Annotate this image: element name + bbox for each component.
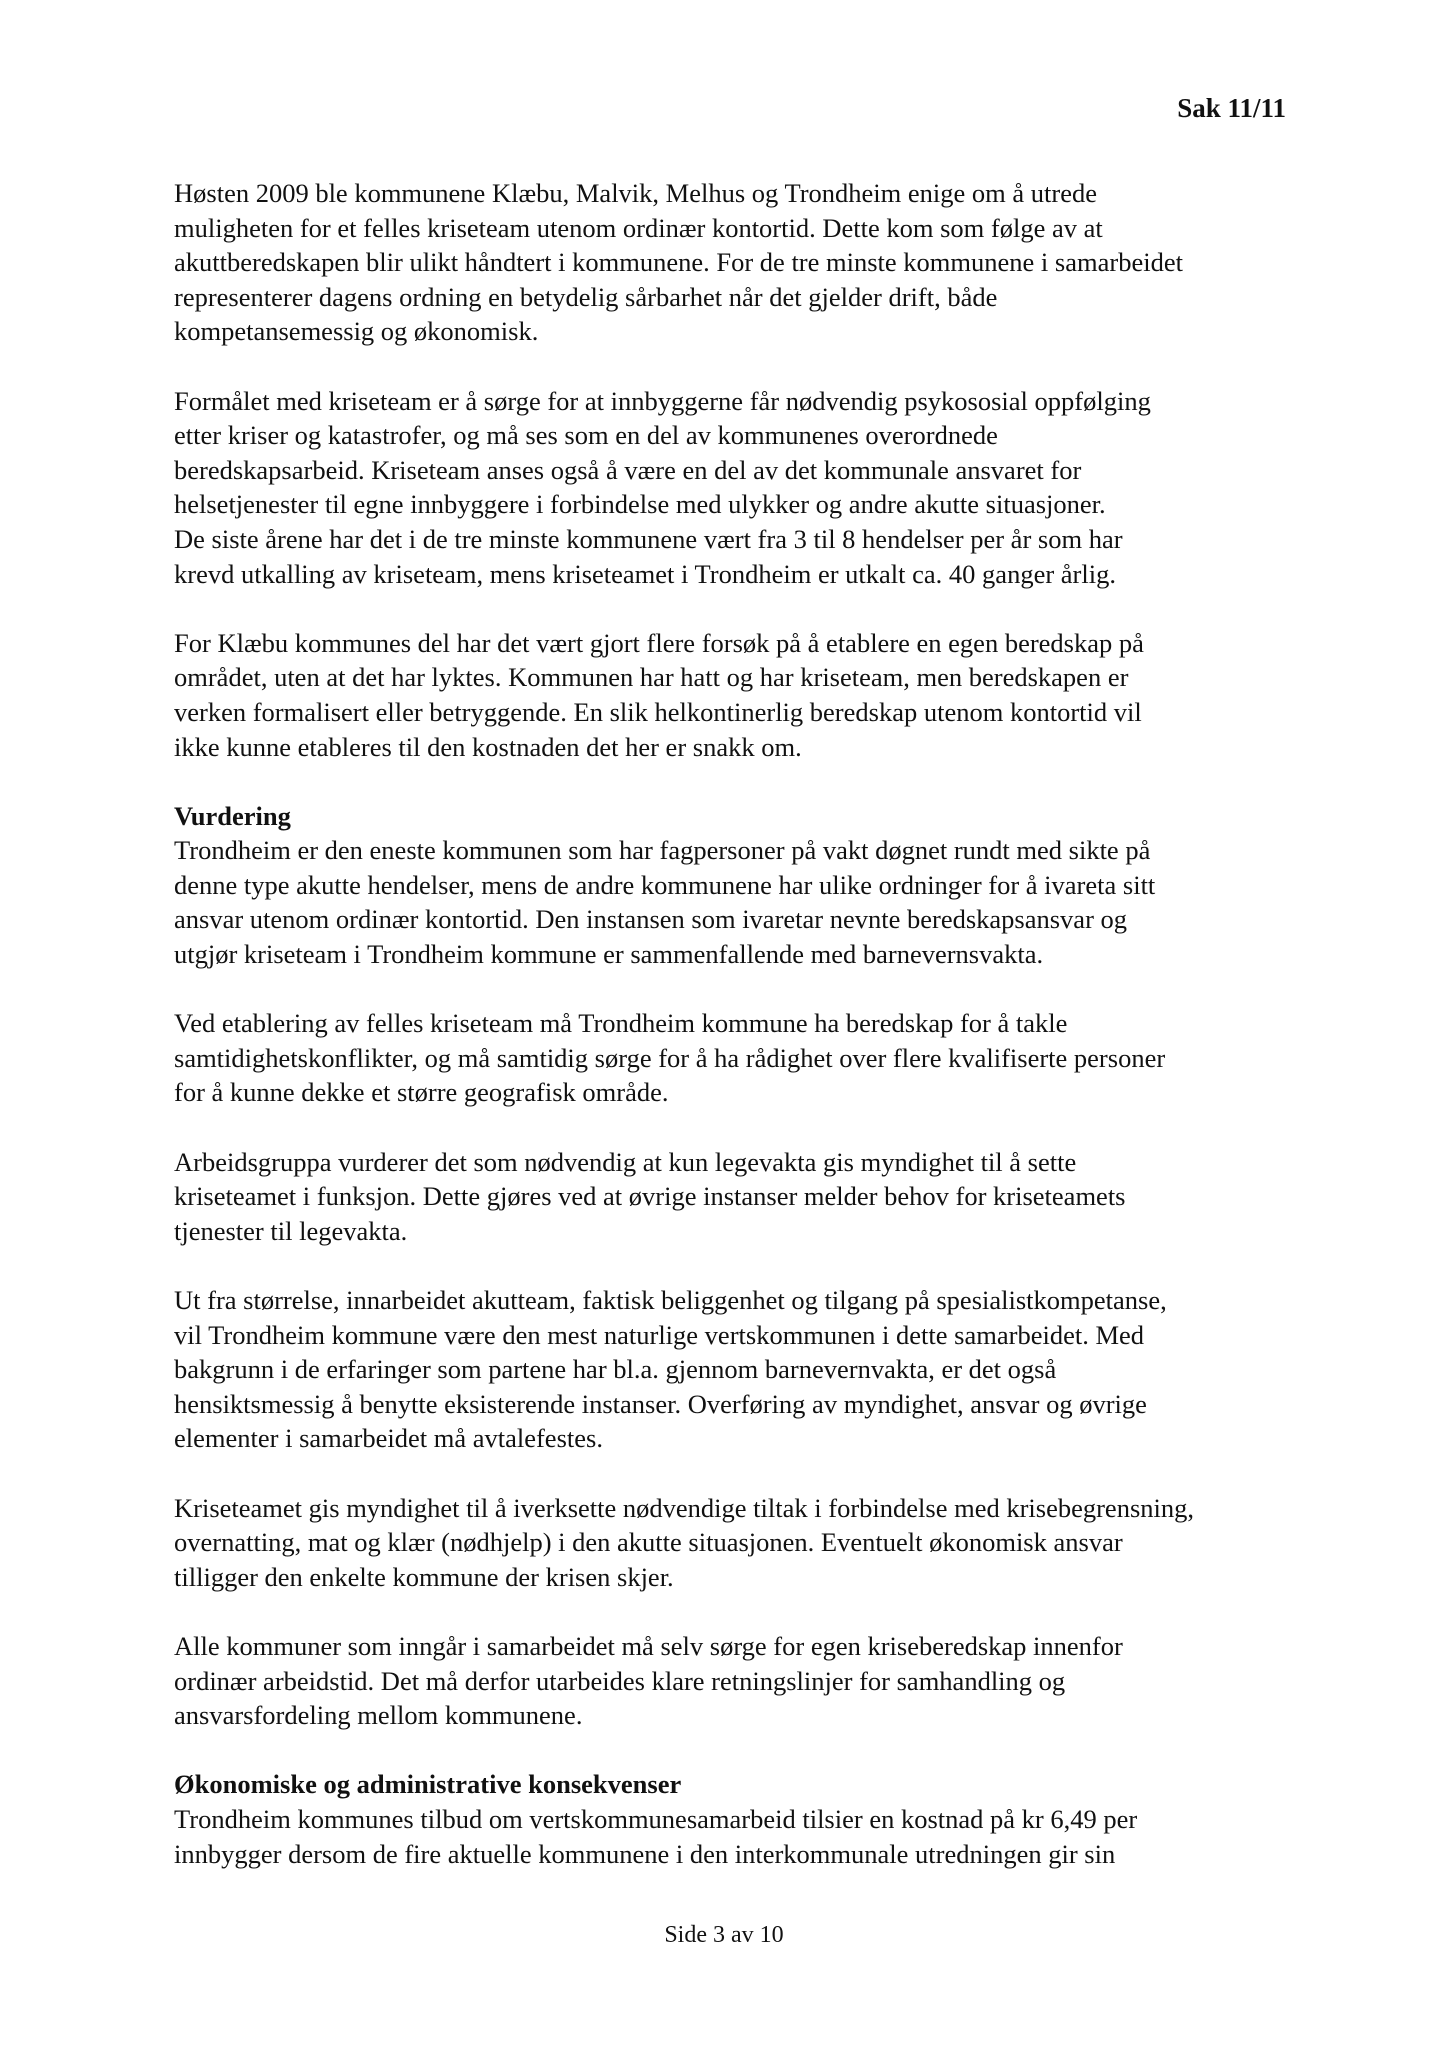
text-line: De siste årene har det i de tre minste kommunene vært fra 3 til 8 hendelser per år som har (174, 523, 1123, 554)
text-line: For Klæbu kommunes del har det vært gjort flere forsøk på å etablere en egen beredskap på (174, 627, 1144, 658)
text-line: etter kriser og katastrofer, og må ses som en del av kommunenes overordnede (174, 420, 998, 451)
text-line: Kriseteamet gis myndighet til å iverksette nødvendige tiltak i forbindelse med krisebegrensning, (174, 1492, 1194, 1523)
text-line: overnatting, mat og klær (nødhjelp) i den akutte situasjonen. Eventuelt økonomisk ansvar (174, 1527, 1123, 1558)
vurdering-paragraph (174, 1145, 1292, 1249)
text-line: ansvar utenom ordinær kontortid. Den instansen som ivaretar nevnte beredskapsansvar og (174, 904, 1128, 935)
text-line: utgjør kriseteam i Trondheim kommune er sammenfallende med barnevernsvakta. (174, 939, 1044, 970)
text-line: tjenester til legevakta. (174, 1215, 408, 1246)
text-line: Formålet med kriseteam er å sørge for at innbyggerne får nødvendig psykososial oppfølging (174, 385, 1151, 416)
text-line: Alle kommuner som inngår i samarbeidet må selv sørge for egen kriseberedskap innenfor (174, 1630, 1123, 1661)
text-line: beredskapsarbeid. Kriseteam anses også å være en del av det kommunale ansvaret for (174, 454, 1082, 485)
text-line: samtidighetskonflikter, og må samtidig sørge for å ha rådighet over flere kvalifiserte personer (174, 1042, 1166, 1073)
vurdering-paragraph (174, 833, 1292, 971)
text-line: representerer dagens ordning en betydelig sårbarhet når det gjelder drift, både (174, 281, 998, 312)
text-line: Høsten 2009 ble kommunene Klæbu, Malvik, Melhus og Trondheim enige om å utrede (174, 178, 1097, 208)
text-line: Ved etablering av felles kriseteam må Trondheim kommune ha beredskap for å takle (174, 1008, 1068, 1039)
document-body (174, 176, 1292, 1871)
konsekvenser-paragraph (174, 1802, 1292, 1871)
section-heading-vurdering: Vurdering (174, 800, 291, 831)
text-line: for å kunne dekke et større geografisk område. (174, 1077, 669, 1108)
text-line: kriseteamet i funksjon. Dette gjøres ved at øvrige instanser melder behov for kriseteamets (174, 1181, 1126, 1212)
text-line: ansvarsfordeling mellom kommunene. (174, 1700, 583, 1731)
vurdering-paragraph (174, 1283, 1292, 1456)
text-line: Trondheim kommunes tilbud om vertskommunesamarbeid tilsier en kostnad på kr 6,49 per (174, 1803, 1138, 1834)
text-line: området, uten at det har lyktes. Kommunen har hatt og har kriseteam, men beredskapen er (174, 662, 1129, 693)
intro-paragraph (174, 176, 1292, 349)
text-line: Trondheim er den eneste kommunen som har fagpersoner på vakt døgnet rundt med sikte på (174, 835, 1151, 866)
vurdering-paragraph (174, 1491, 1292, 1595)
text-line: kompetansemessig og økonomisk. (174, 316, 539, 347)
text-line: helsetjenester til egne innbyggere i forbindelse med ulykker og andre akutte situasjoner. (174, 489, 1106, 520)
vurdering-paragraph (174, 1629, 1292, 1733)
text-line: muligheten for et felles kriseteam utenom ordinær kontortid. Dette kom som følge av at (174, 212, 1103, 243)
text-line: tilligger den enkelte kommune der krisen skjer. (174, 1561, 674, 1592)
text-line: denne type akutte hendelser, mens de andre kommunene har ulike ordninger for å ivareta sitt (174, 869, 1156, 900)
text-line: hensiktsmessig å benytte eksisterende instanser. Overføring av myndighet, ansvar og øvrige (174, 1388, 1147, 1419)
text-line: ikke kunne etableres til den kostnaden det her er snakk om. (174, 731, 802, 762)
text-line: innbygger dersom de fire aktuelle kommunene i den interkommunale utredningen gir sin (174, 1838, 1116, 1869)
case-reference: Sak 11/11 (1177, 93, 1286, 123)
text-line: elementer i samarbeidet må avtalefestes. (174, 1423, 603, 1454)
vurdering-paragraph (174, 1006, 1292, 1110)
text-line: vil Trondheim kommune være den mest naturlige vertskommunen i dette samarbeidet. Med (174, 1319, 1145, 1350)
purpose-paragraph (174, 384, 1292, 592)
text-line: ordinær arbeidstid. Det må derfor utarbeides klare retningslinjer for samhandling og (174, 1665, 1066, 1696)
text-line: Arbeidsgruppa vurderer det som nødvendig at kun legevakta gis myndighet til å sette (174, 1146, 1077, 1177)
text-line: verken formalisert eller betryggende. En slik helkontinerlig beredskap utenom kontortid vil (174, 696, 1142, 727)
text-line: akuttberedskapen blir ulikt håndtert i kommunene. For de tre minste kommunene i samarbeidet (174, 247, 1183, 278)
text-line: bakgrunn i de erfaringer som partene har bl.a. gjennom barnevernvakta, er det også (174, 1354, 1057, 1385)
text-line: krevd utkalling av kriseteam, mens kriseteamet i Trondheim er utkalt ca. 40 ganger årlig. (174, 558, 1116, 589)
section-heading-konsekvenser: Økonomiske og administrative konsekvenser (174, 1769, 682, 1800)
text-line: Ut fra størrelse, innarbeidet akutteam, faktisk beliggenhet og tilgang på spesialistkompetanse, (174, 1285, 1167, 1315)
page-number: Side 3 av 10 (664, 1922, 784, 1948)
klaebu-paragraph (174, 626, 1292, 764)
